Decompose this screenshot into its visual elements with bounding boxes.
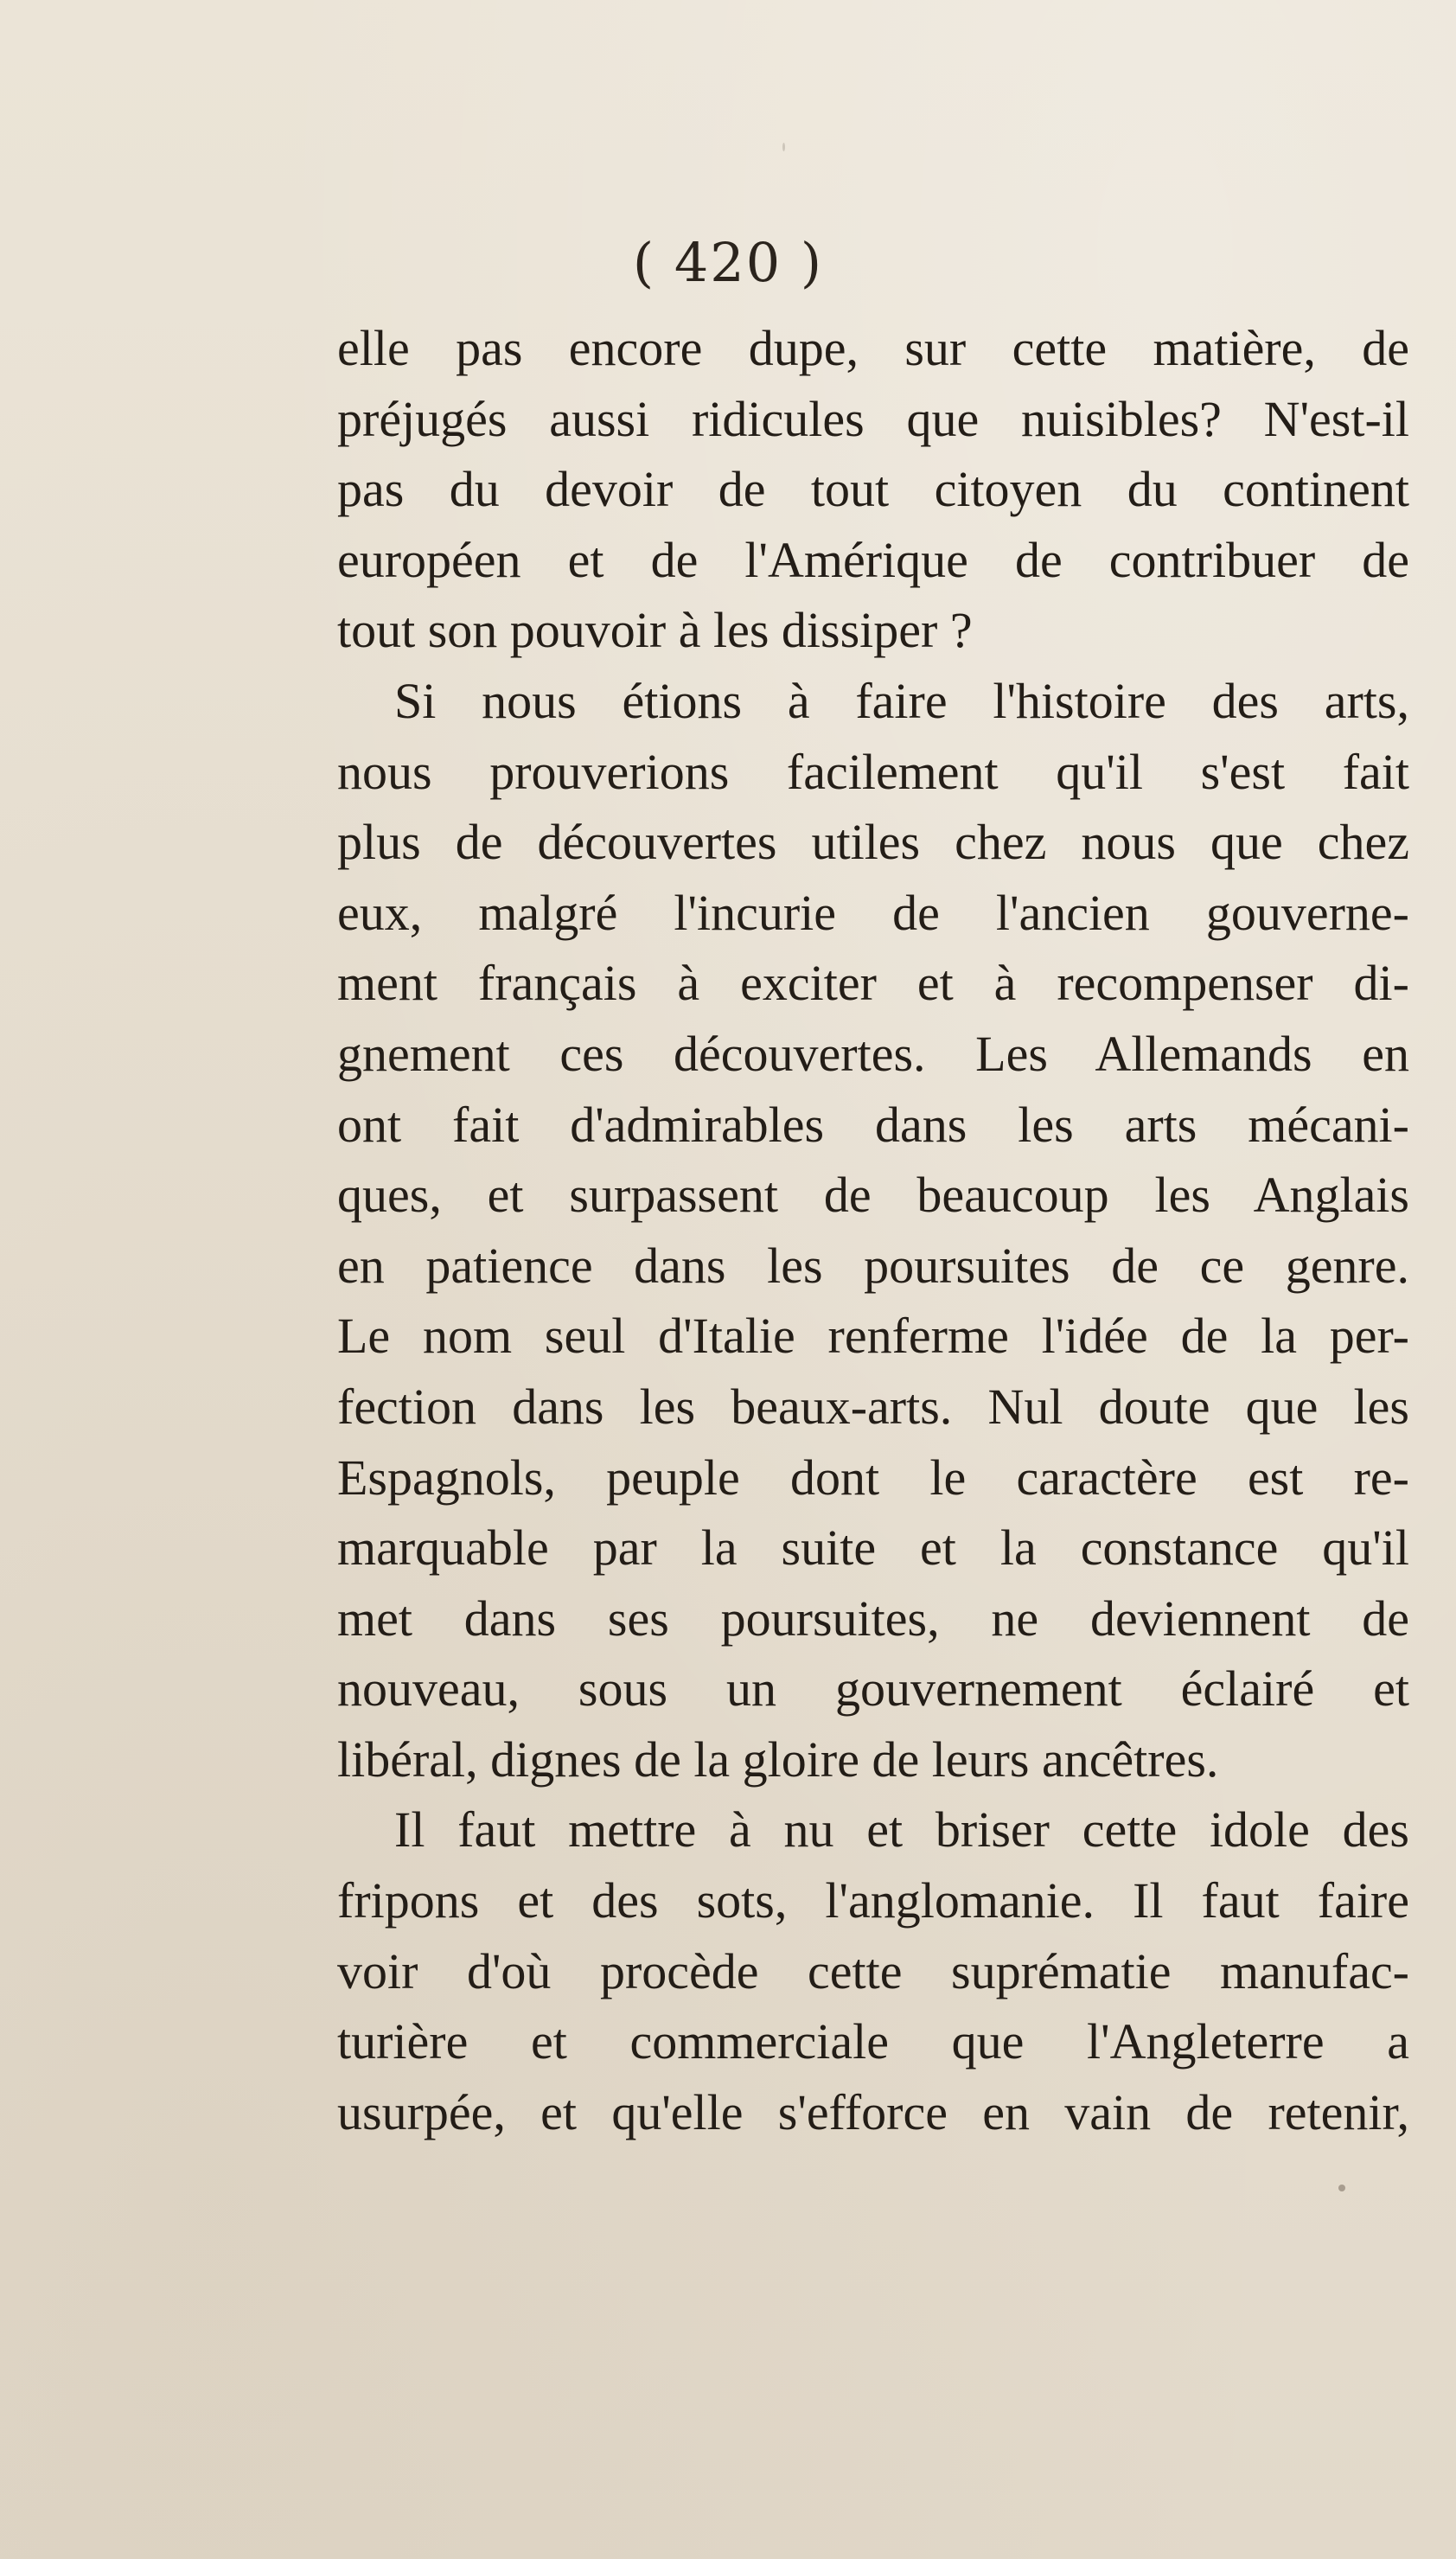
paper-speck [1338,2185,1345,2191]
text-line: européen et de l'Amérique de contribuer de [337,531,1409,588]
paragraph-1 [337,313,1409,666]
page-number: ( 420 ) [632,231,824,294]
text-line: pas du devoir de tout citoyen du continent [337,461,1409,518]
paper-speck [782,143,785,151]
paragraph-2 [337,666,1409,1795]
text-line: fripons et des sots, l'anglomanie. Il faut faire [337,1872,1409,1929]
text-line: Espagnols, peuple dont le caractère est re- [337,1449,1409,1506]
text-line: voir d'où procède cette suprématie manufac- [337,1942,1409,1999]
text-line: ont fait d'admirables dans les arts mécani- [337,1096,1409,1153]
text-line: nous prouverions facilement qu'il s'est fait [337,743,1409,800]
text-line: ques, et surpassent de beaucoup les Anglais [337,1167,1409,1224]
text-line: elle pas encore dupe, sur cette matière, de [337,320,1409,376]
text-line: fection dans les beaux-arts. Nul doute que les [337,1378,1409,1435]
text-line: ment français à exciter et à recompenser di- [337,955,1409,1012]
body-text [337,313,1409,2147]
text-line: tout son pouvoir à les dissiper ? [337,602,973,659]
text-line: en patience dans les poursuites de ce genre. [337,1237,1409,1294]
text-line: Il faut mettre à nu et briser cette idole des [394,1801,1409,1858]
text-line: préjugés aussi ridicules que nuisibles? N'est-il [337,390,1409,447]
text-line: marquable par la suite et la constance qu'il [337,1519,1409,1577]
text-line: met dans ses poursuites, ne deviennent de [337,1590,1409,1647]
text-line: eux, malgré l'incurie de l'ancien gouverne- [337,884,1409,941]
paragraph-3 [337,1794,1409,2147]
text-line: Si nous étions à faire l'histoire des arts, [394,672,1409,729]
text-line: plus de découvertes utiles chez nous que chez [337,814,1409,871]
text-line: usurpée, et qu'elle s'efforce en vain de retenir, [337,2083,1409,2140]
text-line: gnement ces découvertes. Les Allemands en [337,1025,1409,1082]
text-line: nouveau, sous un gouvernement éclairé et [337,1660,1409,1718]
text-line: turière et commerciale que l'Angleterre a [337,2013,1409,2070]
text-line: libéral, dignes de la gloire de leurs ancêtres. [337,1731,1219,1788]
text-line: Le nom seul d'Italie renferme l'idée de la per- [337,1308,1409,1365]
